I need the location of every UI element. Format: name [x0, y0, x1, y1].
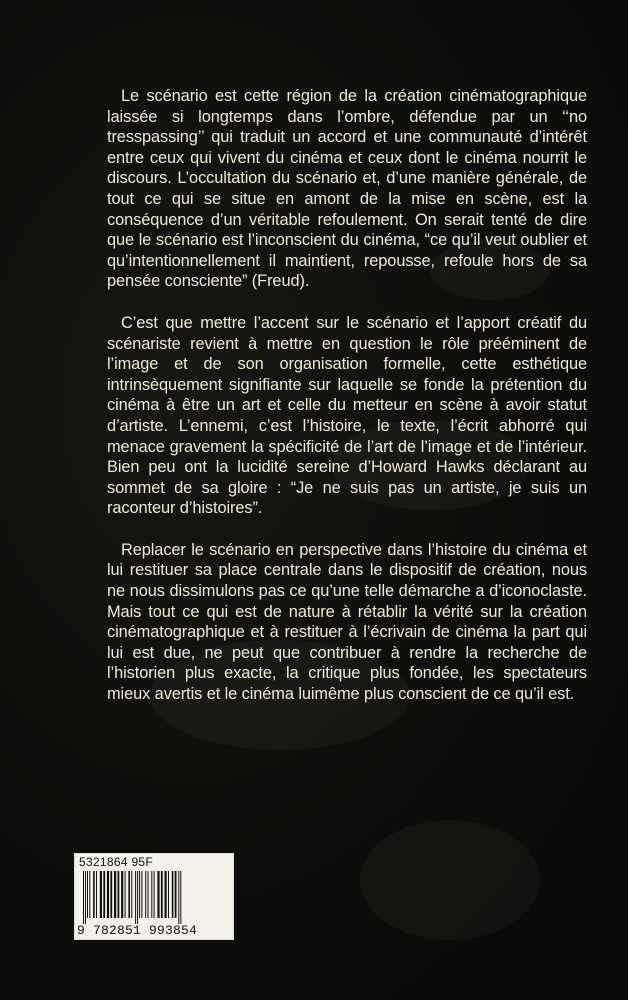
- product-code: 5321864 95F: [79, 855, 154, 869]
- blurb-paragraph-3: Replacer le scénario en perspective dans l’histoire du cinéma et lui restituer sa place centrale dans le dispositif de création, nous ne nous dissimulons pas ce qu’une telle démarche a d’iconoclaste. Mais tout ce qui est de nature à rétablir la vérité sur la création cinématographique et à restituer à l’écrivain de cinéma la part qui lui est due, ne peut que contribuer à rendre la recherche de l’historien plus exacte, la critique plus fondée, les spectateurs mieux avertis et le cinéma luimême plus conscient de ce qu’il est.: [107, 540, 587, 704]
- cover-wear-mark: [360, 820, 540, 940]
- barcode-icon: [81, 871, 231, 924]
- blurb-text: [107, 86, 587, 726]
- barcode-label: [74, 853, 234, 940]
- isbn-number: 9 782851 993854: [77, 923, 198, 938]
- blurb-paragraph-2: C’est que mettre l’accent sur le scénario et l’apport créatif du scénariste revient à mettre en question le rôle prééminent de l’image et de son organisation formelle, cette esthétique intrinsèquement signifiante sur laquelle se fonde la prétention du cinéma à être un art et celle du metteur en scène à avoir statut d’artiste. L’ennemi, c’est l’histoire, le texte, l’écrit abhorré qui menace gravement la spécificité de l’art de l’image et de l’intérieur. Bien peu ont la lucidité sereine d’Howard Hawks déclarant au sommet de sa gloire : “Je ne suis pas un artiste, je suis un raconteur d’histoires”.: [107, 313, 587, 518]
- blurb-paragraph-1: Le scénario est cette région de la création cinématographique laissée si longtemps dans l’ombre, défendue par un ‘‘no tresspassing’’ qui traduit un accord et une communauté d’intérêt entre ceux qui vivent du cinéma et ceux dont le cinéma nourrit le discours. L’occultation du scénario et, d’une manière générale, de tout ce qui se situe en amont de la mise en scène, est la conséquence d’un véritable refoulement. On serait tenté de dire que le scénario est l’inconscient du cinéma, “ce qu’il veut oublier et qu’intentionnellement il maintient, repousse, refoule hors de sa pensée consciente” (Freud).: [107, 87, 587, 291]
